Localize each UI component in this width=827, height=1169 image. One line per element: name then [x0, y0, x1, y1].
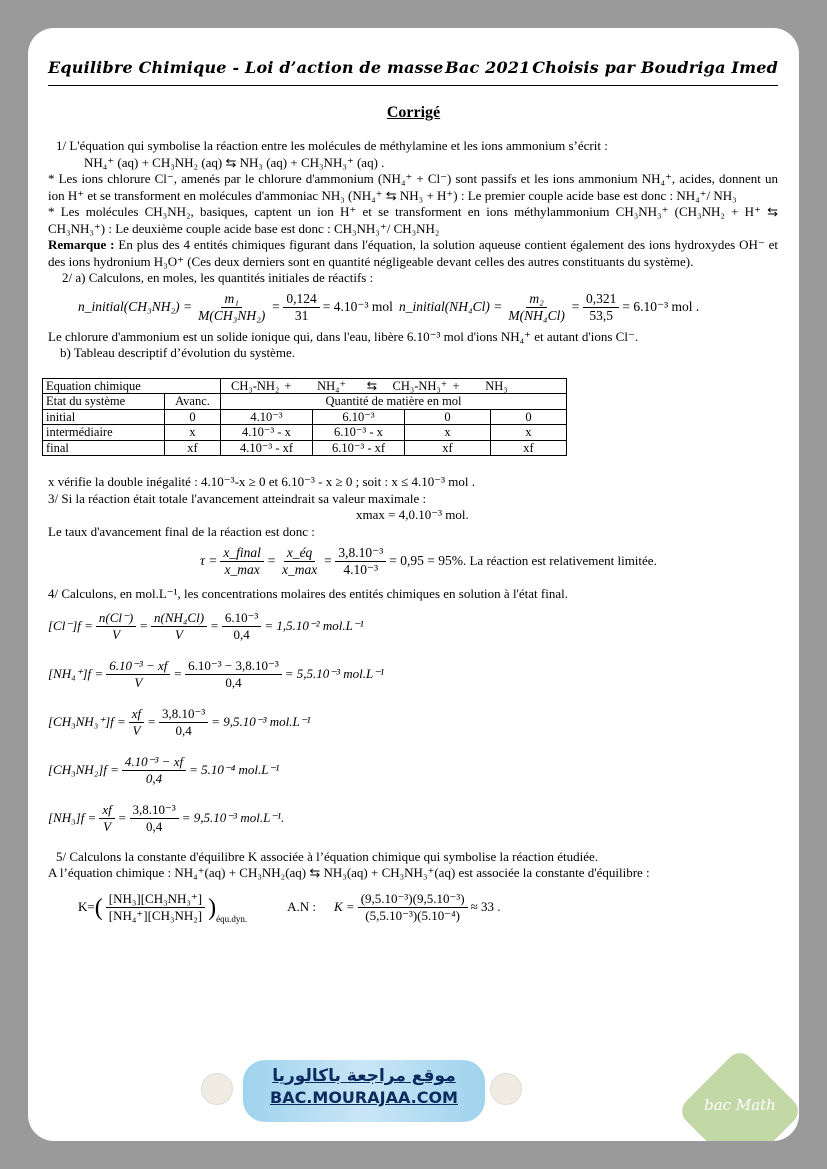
remark-text: En plus des 4 entités chimiques figurant dans l'équation, la solution aqueuse contient également des ions hydroxydes OH⁻ et des ions hydronium H₃O⁺ (Ces deux derniers sont en quantité négligeable devant celles des autres constituants du système). — [48, 237, 778, 269]
q2a-chloride: Le chlorure d'ammonium est un solide ionique qui, dans l'eau, libère 6.10⁻³ mol d'ions NH₄⁺ et autant d'ions Cl⁻. — [48, 328, 639, 344]
tau-frac1: $\frac{\text{x\_final}}{x\_\max}$ — [220, 545, 264, 578]
table-row — [43, 394, 567, 410]
table-row — [43, 425, 567, 441]
q5-equation: A l’équation chimique : NH₄⁺(aq) + CH₃NH₂(aq) ⇆ NH₃(aq) + CH₃NH₃⁺(aq) est associée la constante d'équilibre : — [48, 865, 650, 880]
k-frac: $\frac{\text{[NH₃][CH₃NH₃⁺]}}{\text{[NH₄⁺][CH₃NH₂]}}$ — [106, 891, 205, 924]
table-cell: 4.10⁻³ - xf — [221, 440, 313, 456]
table-cell: 6.10⁻³ - x — [313, 425, 405, 441]
n2-frac-values: $\frac{0,321}{53,5}$ — [583, 291, 619, 324]
k-lhs: K= — [78, 899, 95, 915]
q3-inequality: x vérifie la double inégalité : 4.10⁻³-x ≥ 0 et 6.10⁻³ - x ≥ 0 ; soit : x ≤ 4.10⁻³ mol . — [48, 474, 476, 489]
q5-k-formula: K= ( $\frac{\text{[NH₃][CH₃NH₃⁺]}}{\text{[NH₄⁺][CH₃NH₂]}}$ ) équ.dyn. A.N : K = $\frac{\text{(9,5.10⁻³)(9,5.10⁻³)}}{\text{(5,5.10⁻³)(5.10⁻⁴)}}$ ≈ 33 . — [48, 882, 778, 934]
bacmath-badge — [676, 1047, 799, 1141]
table-row — [43, 440, 567, 456]
n2-result: = 6.10⁻³ mol . — [622, 299, 700, 315]
tau-frac3: $\frac{\text{3,8.10⁻³}}{\text{4.10⁻³}}$ — [335, 545, 386, 578]
header-topic: Equilibre Chimique - Loi d’action de masse — [48, 58, 444, 77]
table-cell: x — [165, 425, 221, 441]
table-cell: CH₃-NH₂ + NH₄⁺ ⇆ CH₃-NH₃⁺ + NH₃ — [221, 378, 567, 394]
q2a-formula: n_initial(CH₃NH₂) = $\frac{\text{m₁}}{\text{M(CH₃NH₂)}}$ = $\frac{0,124}{31}$ = 4.10⁻³ mol n_initial(NH₄Cl) = $\frac{\text{m₂}}{\text{M(NH₄Cl)}}$ = $\frac{0,321}{53,5}$ = 6.10⁻³ mol . — [78, 291, 700, 323]
an-result: ≈ 33 . — [470, 899, 501, 915]
an-frac: $\frac{\text{(9,5.10⁻³)(9,5.10⁻³)}}{\text{(5,5.10⁻³)(5.10⁻⁴)}}$ — [358, 891, 468, 924]
table-cell: initial — [43, 409, 165, 425]
table-cell: x — [491, 425, 567, 441]
q2b-intro: b) Tableau descriptif d’évolution du système. — [60, 345, 295, 360]
table-cell: xf — [405, 440, 491, 456]
document-page — [28, 28, 799, 1141]
tau-comment: . La réaction est relativement limitée. — [462, 552, 657, 568]
table-cell: 0 — [165, 409, 221, 425]
table-cell: Etat du système — [43, 394, 165, 410]
tau-result: = 0,95 = 95% — [389, 552, 463, 568]
table-row — [43, 378, 567, 394]
conc-ch3nh2: [CH₃NH₂]f = $\frac{\text{4.10⁻³ − xf}}{0,4}$ = 5.10⁻⁴ mol.L⁻¹ — [48, 754, 280, 786]
n2-frac-symbolic: $\frac{\text{m₂}}{\text{M(NH₄Cl)}}$ — [508, 291, 565, 323]
q2a-intro: 2/ a) Calculons, en moles, les quantités initiales de réactifs : — [62, 270, 374, 285]
q3-xmax: xmax = 4,0.10⁻³ mol. — [356, 507, 469, 522]
table-cell: 4.10⁻³ - x — [221, 425, 313, 441]
header-rule — [48, 85, 778, 86]
n1-frac-values: $\frac{0,124}{31}$ — [283, 291, 319, 324]
conc-cl: [Cl⁻]f = $\frac{n(Cl^-)}{V}$ = $\frac{\text{n(NH₄Cl)}}{V}$ = $\frac{\text{6.10⁻³}}{0,4}$ = 1,5.10⁻² mol.L⁻¹ — [48, 610, 364, 642]
table-cell: 0 — [405, 409, 491, 425]
n1-lhs: n_initial(CH₃NH₂) = — [78, 299, 193, 315]
table-cell: x — [405, 425, 491, 441]
q1-couple1: * Les ions chlorure Cl⁻, amenés par le chlorure d'ammonium (NH₄⁺ + Cl⁻) sont passifs et les ions ammonium NH₄⁺, acides, donnent un ion H⁺ et se transforment en molécules d'ammoniac NH₃ (NH₄⁺ ⇆ NH₃ + H⁺) : Le premier couple acide base est donc : NH₄⁺/ NH₃ — [48, 171, 778, 203]
q4-intro: 4/ Calculons, en mol.L⁻¹, les concentrations molaires des entités chimiques en solution à l'état final. — [48, 586, 568, 601]
evolution-table — [42, 378, 567, 457]
table-cell: Avanc. — [165, 394, 221, 410]
document-body — [48, 138, 778, 934]
table-row — [43, 409, 567, 425]
q1-couple2: * Les molécules CH₃NH₂, basiques, captent un ion H⁺ et se transforment en ions méthylammonium CH₃NH₃⁺ (CH₃NH₂ + H⁺ ⇆ CH₃NH₃⁺) : Le deuxième couple acide base est donc : CH₃NH₃⁺/ CH₃NH₂ — [48, 204, 778, 236]
table-cell: xf — [165, 440, 221, 456]
tau-frac2: $\frac{x\_éq}{x\_\max}$ — [281, 544, 318, 577]
page-title: Corrigé — [386, 104, 441, 121]
an-lhs: K = — [334, 899, 355, 915]
remark-label: Remarque : — [48, 237, 115, 252]
site-arabic-name[interactable]: موقع مراجعة باكالوريا — [272, 1066, 456, 1086]
table-cell: Equation chimique — [43, 378, 221, 394]
q1-intro: 1/ L'équation qui symbolise la réaction entre les molécules de méthylamine et les ions ammonium s’écrit : — [56, 138, 608, 153]
page-header — [48, 58, 778, 77]
site-url[interactable]: BAC.MOURAJAA.COM — [270, 1088, 458, 1107]
header-author: Choisis par Boudriga Imed — [532, 58, 778, 77]
site-banner[interactable] — [243, 1060, 485, 1122]
q5-intro: 5/ Calculons la constante d'équilibre K associée à l’équation chimique qui symbolise la réaction étudiée. — [56, 848, 599, 864]
site-logo-icon — [490, 1073, 522, 1105]
table-cell: final — [43, 440, 165, 456]
site-logo-icon — [201, 1073, 233, 1105]
table-cell: Quantité de matière en mol — [221, 394, 567, 410]
q3-tau-formula: τ = $\frac{\text{x\_final}}{x\_\max}$ = $\frac{x\_éq}{x\_\max}$ = $\frac{\text{3,8.10⁻³}}{\text{4.10⁻³}}$ = 0,95 = 95% . La réaction est relativement limitée. — [200, 544, 657, 577]
n1-result: = 4.10⁻³ mol — [322, 299, 393, 315]
table-cell: xf — [491, 440, 567, 456]
table-cell: 4.10⁻³ — [221, 409, 313, 425]
k-subscript: équ.dyn. — [216, 914, 248, 924]
an-label: A.N : — [287, 899, 317, 915]
q3-intro: 3/ Si la réaction était totale l'avancement atteindrait sa valeur maximale : — [48, 490, 427, 506]
table-cell: 0 — [491, 409, 567, 425]
q1-remark — [48, 237, 778, 270]
header-year: Bac 2021 — [445, 58, 531, 77]
conc-nh3: [NH₃]f = $\frac{xf}{V}$ = $\frac{\text{3,8.10⁻³}}{0,4}$ = 9,5.10⁻³ mol.L⁻¹. — [48, 802, 285, 834]
n2-lhs: n_initial(NH₄Cl) = — [398, 299, 503, 315]
q3-taux-intro: Le taux d'avancement final de la réaction est donc : — [48, 523, 315, 539]
table-cell: intermédiaire — [43, 425, 165, 441]
n1-frac-symbolic: $\frac{\text{m₁}}{\text{M(CH₃NH₂)}}$ — [198, 291, 266, 323]
bacmath-badge-text: bac Math — [704, 1096, 776, 1114]
conc-ch3nh3: [CH₃NH₃⁺]f = $\frac{xf}{V}$ = $\frac{\text{3,8.10⁻³}}{0,4}$ = 9,5.10⁻³ mol.L⁻¹ — [48, 706, 311, 738]
table-cell: 6.10⁻³ - xf — [313, 440, 405, 456]
q1-equation: NH₄⁺ (aq) + CH₃NH₂ (aq) ⇆ NH₃ (aq) + CH₃NH₃⁺ (aq) . — [84, 154, 385, 170]
tau-lhs: τ = — [200, 552, 218, 568]
table-cell: 6.10⁻³ — [313, 409, 405, 425]
conc-nh4: [NH₄⁺]f = $\frac{\text{6.10⁻³ − xf}}{V}$ = $\frac{\text{6.10⁻³ − 3,8.10⁻³}}{0,4}$ = 5,5.10⁻³ mol.L⁻¹ — [48, 658, 385, 690]
